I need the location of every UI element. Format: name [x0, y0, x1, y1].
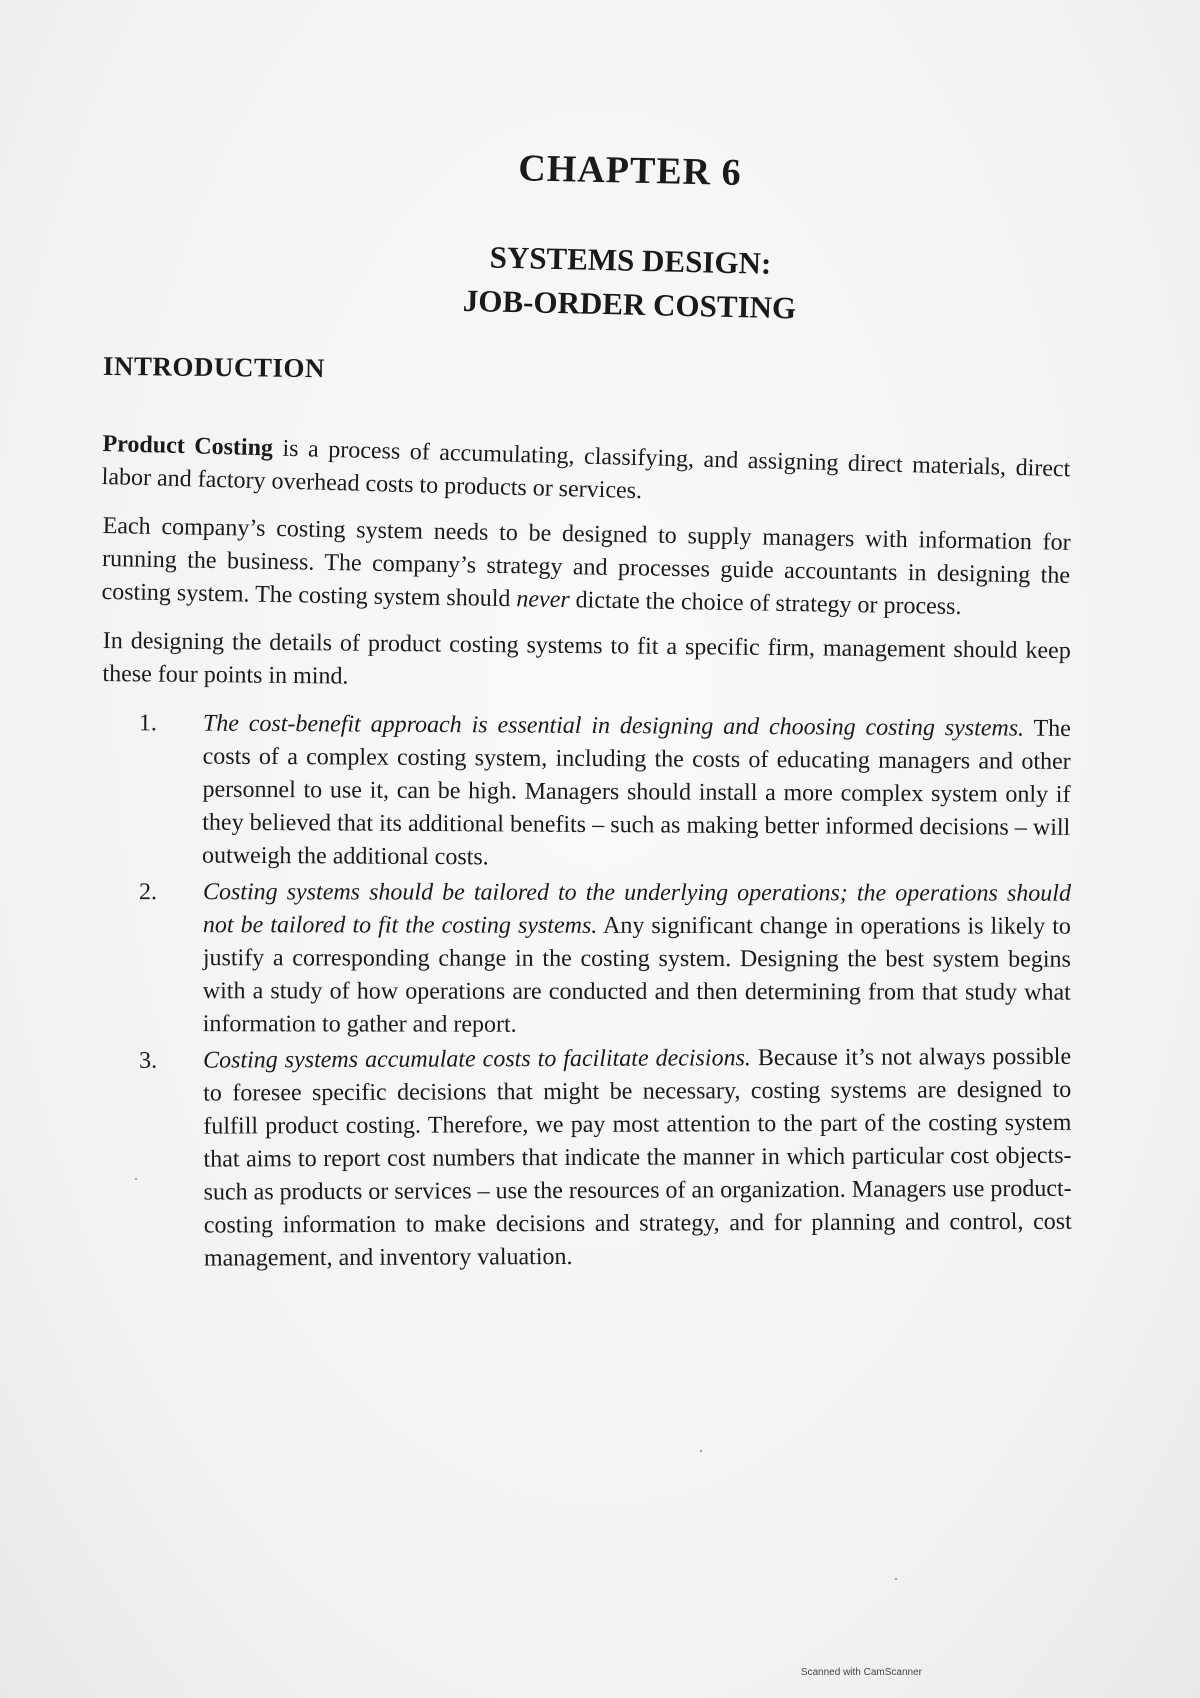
- chapter-heading: CHAPTER 6: [517, 147, 743, 194]
- chapter-title: [0, 224, 1200, 339]
- chapter-title-line-2: JOB-ORDER COSTING: [462, 282, 797, 326]
- list-lead: The cost-benefit approach is essential in designing and choosing costing systems.: [202, 710, 1025, 742]
- paragraph-costing-system: [101, 510, 1071, 626]
- list-number: 2.: [138, 879, 157, 906]
- paragraph-text-before: Each company’s costing system needs to be designed to supply managers with information for running the business. The company’s strategy and processes guide accountants in designing the costing system. The costing system should: [101, 512, 1071, 613]
- paragraph-product-costing: [101, 428, 1070, 519]
- list-item: [102, 707, 1071, 878]
- list-item: [103, 876, 1071, 1043]
- definition-text: is a process of accumulating, classifying, and assigning direct materials, direct labor and factory overhead costs to products or services.: [101, 435, 1071, 505]
- paragraph-four-points: In designing the details of product costing systems to fit a specific firm, management should keep these four points in mind.: [102, 627, 1071, 690]
- scan-speck: [895, 1578, 897, 1580]
- list-number: 3.: [139, 1047, 158, 1074]
- list-body: Any significant change in operations is likely to justify a corresponding change in the costing system. Designing the best system begins with a study of how operations are conducted and then determining from that study what information to gather and report.: [202, 912, 1071, 1038]
- emphasis-word: never: [516, 586, 570, 614]
- list-lead: Costing systems accumulate costs to facilitate decisions.: [203, 1045, 751, 1074]
- list-item: [103, 1041, 1072, 1276]
- list-lead: Costing systems should be tailored to the underlying operations; the operations should not be tailored to fit the costing systems.: [202, 879, 1071, 939]
- list-number: 1.: [138, 710, 157, 737]
- scan-speck: [700, 1450, 702, 1452]
- points-list: [103, 707, 1071, 1276]
- paragraph-text-after: dictate the choice of strategy or process.: [569, 587, 962, 620]
- list-body: Because it’s not always possible to foresee specific decisions that might be necessary, costing systems are designed to fulfill product costing. Therefore, we pay most attention to the part of the costing system that aims to report cost numbers that indicate the manner in which particular cost objects- such as products or services – use the resources of an organization. Managers use product-costing information to make decisions and strategy, and for planning and control, cost management, and inventory valuation.: [203, 1043, 1072, 1272]
- scanner-watermark: Scanned with CamScanner: [800, 1667, 922, 1678]
- list-body: The costs of a complex costing system, including the costs of educating managers and other personnel to use it, can be high. Managers should install a more complex system only if they believed that its additional benefits – such as making better informed decisions – will outweigh the additional costs.: [202, 715, 1071, 871]
- defined-term: Product Costing: [102, 430, 274, 462]
- body-text: [103, 428, 1071, 1280]
- chapter-title-line-1: SYSTEMS DESIGN:: [489, 239, 772, 281]
- section-heading: INTRODUCTION: [102, 350, 326, 384]
- scan-speck: [135, 1178, 137, 1180]
